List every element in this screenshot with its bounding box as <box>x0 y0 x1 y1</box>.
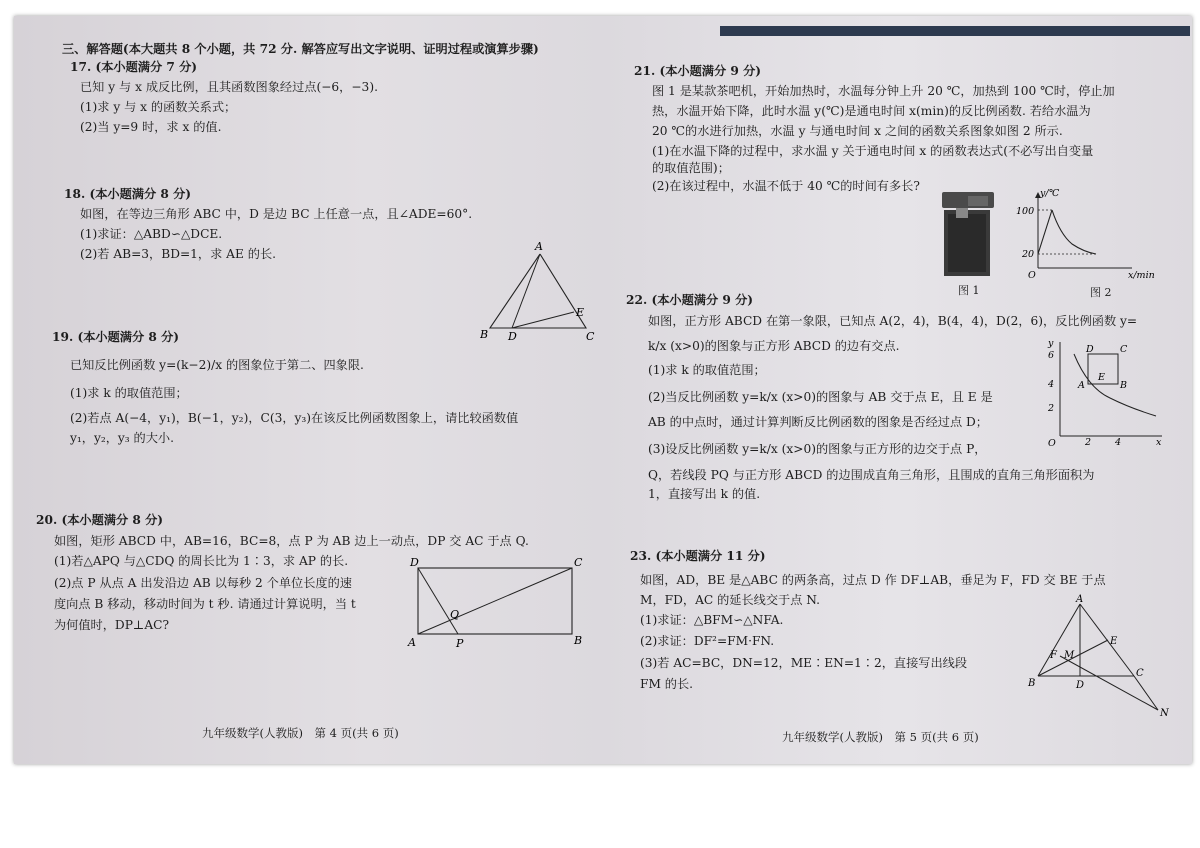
label-p: P <box>456 637 464 650</box>
q23-triangle-figure <box>1022 592 1172 722</box>
label-q: Q <box>450 608 460 621</box>
q18-triangle-figure <box>480 234 600 344</box>
label-c: C <box>574 556 583 569</box>
label-c: C <box>1120 344 1128 355</box>
q21-header: 21. (本小题满分 9 分) <box>634 64 762 78</box>
q21-line1: 图 1 是某款茶吧机，开始加热时，水温每分钟上升 20 ℃，加热到 100 ℃时，停止加 <box>652 84 1115 98</box>
left-footer: 九年级数学(人教版) 第 4 页(共 6 页) <box>202 726 399 740</box>
label-a: A <box>408 636 416 649</box>
q22-header: 22. (本小题满分 9 分) <box>626 293 754 307</box>
q20-part2c: 为何值时，DP⊥AC? <box>54 618 170 632</box>
q23-line1: 如图，AD，BE 是△ABC 的两条高，过点 D 作 DF⊥AB，垂足为 F，FD 交 BE 于点 <box>640 573 1106 587</box>
label-c: C <box>1136 668 1144 679</box>
q18-part1: (1)求证：△ABD∽△DCE. <box>80 227 223 241</box>
q18-header: 18. (本小题满分 8 分) <box>64 187 192 201</box>
q22-line1: 如图，正方形 ABCD 在第一象限，已知点 A(2，4)，B(4，4)，D(2，6)，反比例函数 y= <box>648 314 1138 328</box>
label-d: D <box>410 556 419 569</box>
q17-part1: (1)求 y 与 x 的函数关系式； <box>80 100 237 114</box>
value-20: 20 <box>1022 249 1035 260</box>
label-d: D <box>1076 680 1085 691</box>
q21-temperature-graph <box>1014 186 1164 286</box>
x-axis-label: x/min <box>1128 270 1155 281</box>
label-b: B <box>480 328 489 341</box>
y-axis-label: y <box>1048 338 1054 349</box>
q22-line7: Q，若线段 PQ 与正方形 ABCD 的边围成直角三角形，且围成的直角三角形面积为 <box>648 468 1095 482</box>
label-f: F <box>1050 650 1057 661</box>
label-e: E <box>1098 372 1105 383</box>
right-footer: 九年级数学(人教版) 第 5 页(共 6 页) <box>782 730 979 744</box>
label-n: N <box>1160 708 1169 719</box>
label-e: E <box>1110 636 1118 647</box>
label-a: A <box>1078 380 1085 391</box>
label-b: B <box>574 634 583 647</box>
value-100: 100 <box>1016 206 1035 217</box>
label-m: M <box>1064 650 1075 661</box>
q20-rectangle-figure <box>406 556 586 652</box>
q20-stem: 如图，矩形 ABCD 中，AB=16，BC=8，点 P 为 AB 边上一动点，DP 交 AC 于点 Q. <box>54 534 529 548</box>
q19-stem: 已知反比例函数 y=(k−2)/x 的图象位于第二、四象限. <box>70 358 364 372</box>
q22-line2: k/x (x>0)的图象与正方形 ABCD 的边有交点. <box>648 339 900 353</box>
left-page <box>14 0 594 748</box>
q20-part1: (1)若△APQ 与△CDQ 的周长比为 1∶3，求 AP 的长. <box>54 554 349 568</box>
tea-machine-image <box>938 188 1002 280</box>
q21-line5: 的取值范围)； <box>652 161 730 175</box>
y-tick-4: 4 <box>1048 379 1055 390</box>
q23-line5: (3)若 AC=BC，DN=12，ME∶EN=1∶2，直接写出线段 <box>640 656 968 670</box>
q19-part2a: (2)若点 A(−4，y₁)，B(−1，y₂)，C(3，y₃)在该反比例函数图象上，请比较函数值 <box>70 411 519 425</box>
label-a: A <box>535 240 543 253</box>
x-tick-4: 4 <box>1115 437 1122 448</box>
q21-line2: 热，水温开始下降，此时水温 y(℃)是通电时间 x(min)的反比例函数. 若给水温为 <box>652 104 1091 118</box>
q17-part2: (2)当 y=9 时，求 x 的值. <box>80 120 222 134</box>
q22-coordinate-graph <box>1044 336 1166 448</box>
label-b: B <box>1028 678 1036 689</box>
y-tick-2: 2 <box>1048 403 1055 414</box>
q22-line8: 1，直接写出 k 的值. <box>648 487 761 501</box>
x-tick-2: 2 <box>1085 437 1092 448</box>
q17-header: 17. (本小题满分 7 分) <box>70 60 198 74</box>
y-axis-label: y/℃ <box>1040 188 1060 199</box>
q20-header: 20. (本小题满分 8 分) <box>36 513 164 527</box>
label-d: D <box>508 330 517 343</box>
fig1-caption: 图 1 <box>958 284 980 297</box>
q22-line5: AB 的中点时，通过计算判断反比例函数的图象是否经过点 D； <box>648 415 988 429</box>
origin-label: O <box>1028 270 1036 281</box>
q22-line3: (1)求 k 的取值范围； <box>648 363 766 377</box>
q21-line4: (1)在水温下降的过程中，求水温 y 关于通电时间 x 的函数表达式(不必写出自变量 <box>652 144 1094 158</box>
q22-line4: (2)当反比例函数 y=k/x (x>0)的图象与 AB 交于点 E，且 E 是 <box>648 390 993 404</box>
q23-line4: (2)求证：DF²=FM·FN. <box>640 634 775 648</box>
label-b: B <box>1120 380 1127 391</box>
q23-header: 23. (本小题满分 11 分) <box>630 549 766 563</box>
q23-line3: (1)求证：△BFM∽△NFA. <box>640 613 784 627</box>
q18-part2: (2)若 AB=3，BD=1，求 AE 的长. <box>80 247 276 261</box>
y-tick-6: 6 <box>1048 350 1055 361</box>
q20-part2b: 度向点 B 移动，移动时间为 t 秒. 请通过计算说明，当 t <box>54 597 356 611</box>
q19-part2b: y₁，y₂，y₃ 的大小. <box>70 431 174 445</box>
label-d: D <box>1086 344 1094 355</box>
q19-header: 19. (本小题满分 8 分) <box>52 330 180 344</box>
q21-line6: (2)在该过程中，水温不低于 40 ℃的时间有多长? <box>652 179 920 193</box>
q23-line6: FM 的长. <box>640 677 694 691</box>
right-page <box>620 0 1175 748</box>
fig2-caption: 图 2 <box>1090 286 1112 299</box>
q22-line6: (3)设反比例函数 y=k/x (x>0)的图象与正方形的边交于点 P， <box>648 442 987 456</box>
section-heading: 三、解答题(本大题共 8 个小题，共 72 分. 解答应写出文字说明、证明过程或演算步骤) <box>62 42 539 56</box>
q17-stem: 已知 y 与 x 成反比例，且其函数图象经过点(−6，−3). <box>80 80 378 94</box>
q20-part2a: (2)点 P 从点 A 出发沿边 AB 以每秒 2 个单位长度的速 <box>54 576 352 590</box>
label-a: A <box>1076 594 1084 605</box>
q19-part1: (1)求 k 的取值范围； <box>70 386 188 400</box>
origin-label: O <box>1048 438 1056 448</box>
label-c: C <box>586 330 595 343</box>
label-e: E <box>576 306 585 319</box>
q18-stem: 如图，在等边三角形 ABC 中，D 是边 BC 上任意一点，且∠ADE=60°. <box>80 207 473 221</box>
x-axis-label: x <box>1156 437 1162 448</box>
q23-line2: M，FD，AC 的延长线交于点 N. <box>640 593 821 607</box>
q21-line3: 20 ℃的水进行加热，水温 y 与通电时间 x 之间的函数关系图象如图 2 所示. <box>652 124 1063 138</box>
